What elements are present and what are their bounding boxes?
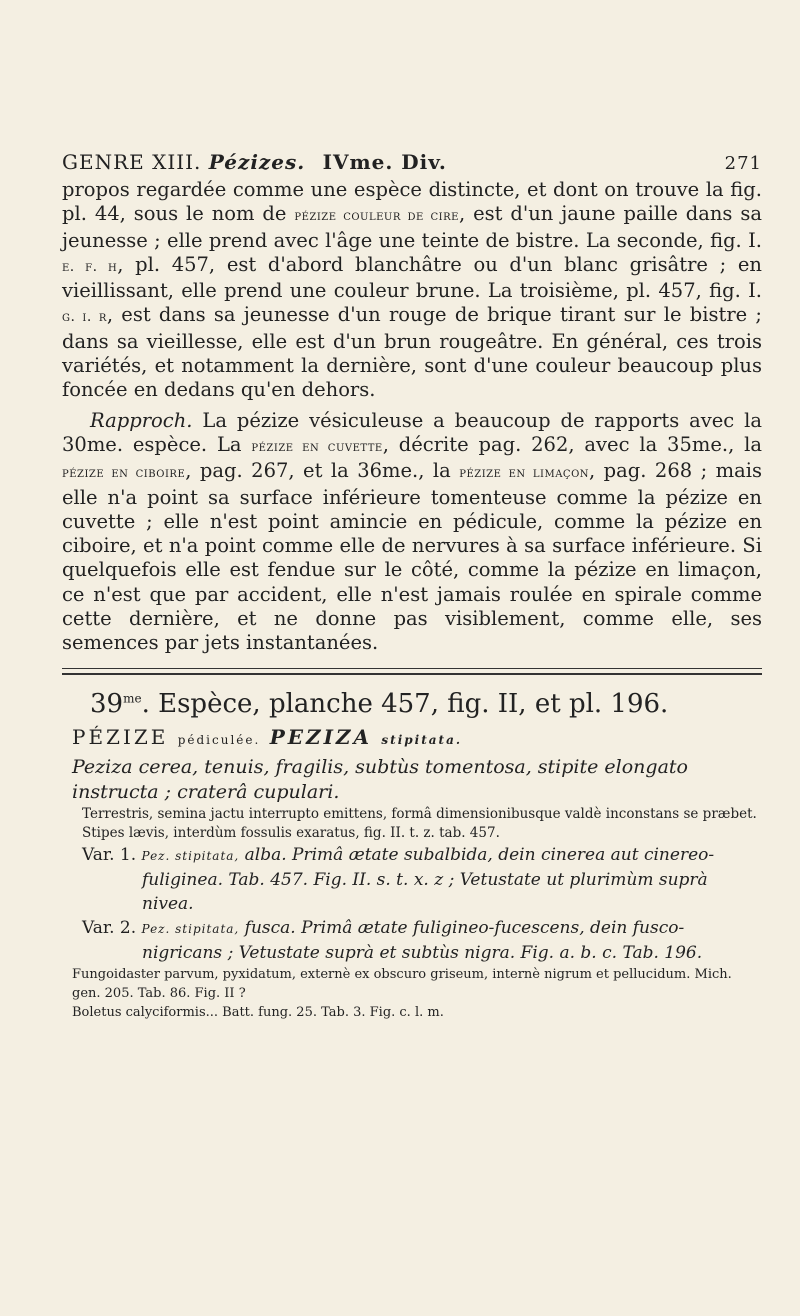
small-caps-run: pézize en ciboire <box>62 465 186 482</box>
latin-description: Terrestris, semina jactu interrupto emittens, formâ dimensionibusque valdè inconstans se præbet. Stipes lævis, interdùm fossulis exaratus, fig. II. t. z. tab. 457. <box>82 805 757 841</box>
document-page <box>62 150 762 1022</box>
small-caps-run: pézize couleur de cire <box>294 208 459 225</box>
paragraph-varieties <box>62 178 762 403</box>
synonym-reference-1: Fungoidaster parvum, pyxidatum, externè ex obscuro griseum, internè nigrum et pellucidum. Mich. gen. 205. Tab. 86. Fig. II ? <box>72 966 732 1001</box>
text-run: , est dans sa jeunesse d'un rouge de brique tirant sur le bistre ; dans sa vieillesse, elle est d'un brun rougeâtre. En général, ces trois variétés, et notamment la dernière, sont d'une couleur beaucoup plus foncée en dedans qu'en dehors. <box>62 303 762 402</box>
header-title <box>62 150 725 174</box>
text-run: , pl. 457, est d'abord blanchâtre ou d'un blanc grisâtre ; en vieillissant, elle prend une couleur brune. La troisième, pl. 457, fig. I. <box>62 252 762 303</box>
small-caps-run: g. i. r <box>62 309 107 326</box>
latin-epithet: stipitata. <box>381 732 463 747</box>
variety-label: Var. 1. <box>82 844 137 865</box>
running-header <box>62 150 762 174</box>
french-name: PÉZIZE <box>72 724 169 749</box>
species-number-suffix: me <box>123 690 142 705</box>
variety-name: Pez. stipitata, <box>141 848 240 863</box>
synonym-reference-2: Boletus calyciformis... Batt. fung. 25. Tab. 3. Fig. c. l. m. <box>72 1004 444 1020</box>
text-run: , est d'un jaune paille dans sa jeunesse ; elle prend avec l'âge une teinte de bistre. La seconde, fig. I. <box>62 202 762 252</box>
variety-2 <box>82 916 762 965</box>
small-caps-run: pézize en cuvette <box>251 438 383 455</box>
species-name <box>72 725 762 749</box>
text-run: , décrite pag. 262, avec la 35me., la <box>382 432 762 456</box>
header-section: Pézizes. <box>208 150 306 174</box>
species-heading <box>90 689 762 719</box>
species-number: 39 <box>90 688 124 719</box>
latin-genus: PEZIZA <box>269 724 373 749</box>
variety-name: Pez. stipitata, <box>141 921 240 936</box>
section-divider <box>62 668 762 675</box>
text-run: , pag. 268 ; mais elle n'a point sa surface inférieure tomenteuse comme la pézize en cuvette ; elle n'est point amincie en pédicule, comme la pézize en ciboire, et n'a point comme elle de nervures à sa surface inférieure. Si quelquefois elle est fendue sur le côté, comme la pézize en limaçon, ce n'est que par accident, elle n'est jamais roulée en spirale comme cette dernière, et ne donne pas visiblement, comme elle, ses semences par jets instantanées. <box>62 459 762 655</box>
paragraph-rapprochement <box>62 409 762 656</box>
text-run: La pézize vésiculeuse a beaucoup de rapports avec la 30me. espèce. La <box>62 408 762 456</box>
latin-diagnosis: Peziza cerea, tenuis, fragilis, subtùs tomentosa, stipite elongato instructa ; craterâ cupulari. <box>72 755 688 803</box>
variety-text: alba. Primâ ætate subalbida, dein cinerea aut cinereo-fuliginea. Tab. 457. Fig. II. s. t. x. z ; Vetustate ut plurimùm suprà nivea. <box>142 844 715 914</box>
header-division: IVme. Div. <box>322 150 447 174</box>
text-run: , pag. 267, et la 36me., la <box>185 459 460 483</box>
variety-label: Var. 2. <box>82 917 137 938</box>
text-run: propos regardée comme une espèce distincte, et dont on trouve la fig. pl. 44, sous le nom de <box>62 178 762 226</box>
page-number: 271 <box>724 153 762 174</box>
species-plate-ref: . Espèce, planche 457, fig. II, et pl. 196. <box>141 688 669 719</box>
variety-text: fusca. Primâ ætate fuligineo-fucescens, dein fusco-nigricans ; Vetustate suprà et subtùs nigra. Fig. a. b. c. Tab. 196. <box>142 917 703 963</box>
french-epithet: pédiculée. <box>177 732 261 747</box>
small-caps-run: pézize en limaçon <box>459 465 590 482</box>
small-caps-run: e. f. h <box>62 258 118 275</box>
variety-1 <box>82 843 762 916</box>
lead-word: Rapproch. <box>90 408 193 432</box>
header-genus: GENRE XIII. <box>62 150 202 174</box>
